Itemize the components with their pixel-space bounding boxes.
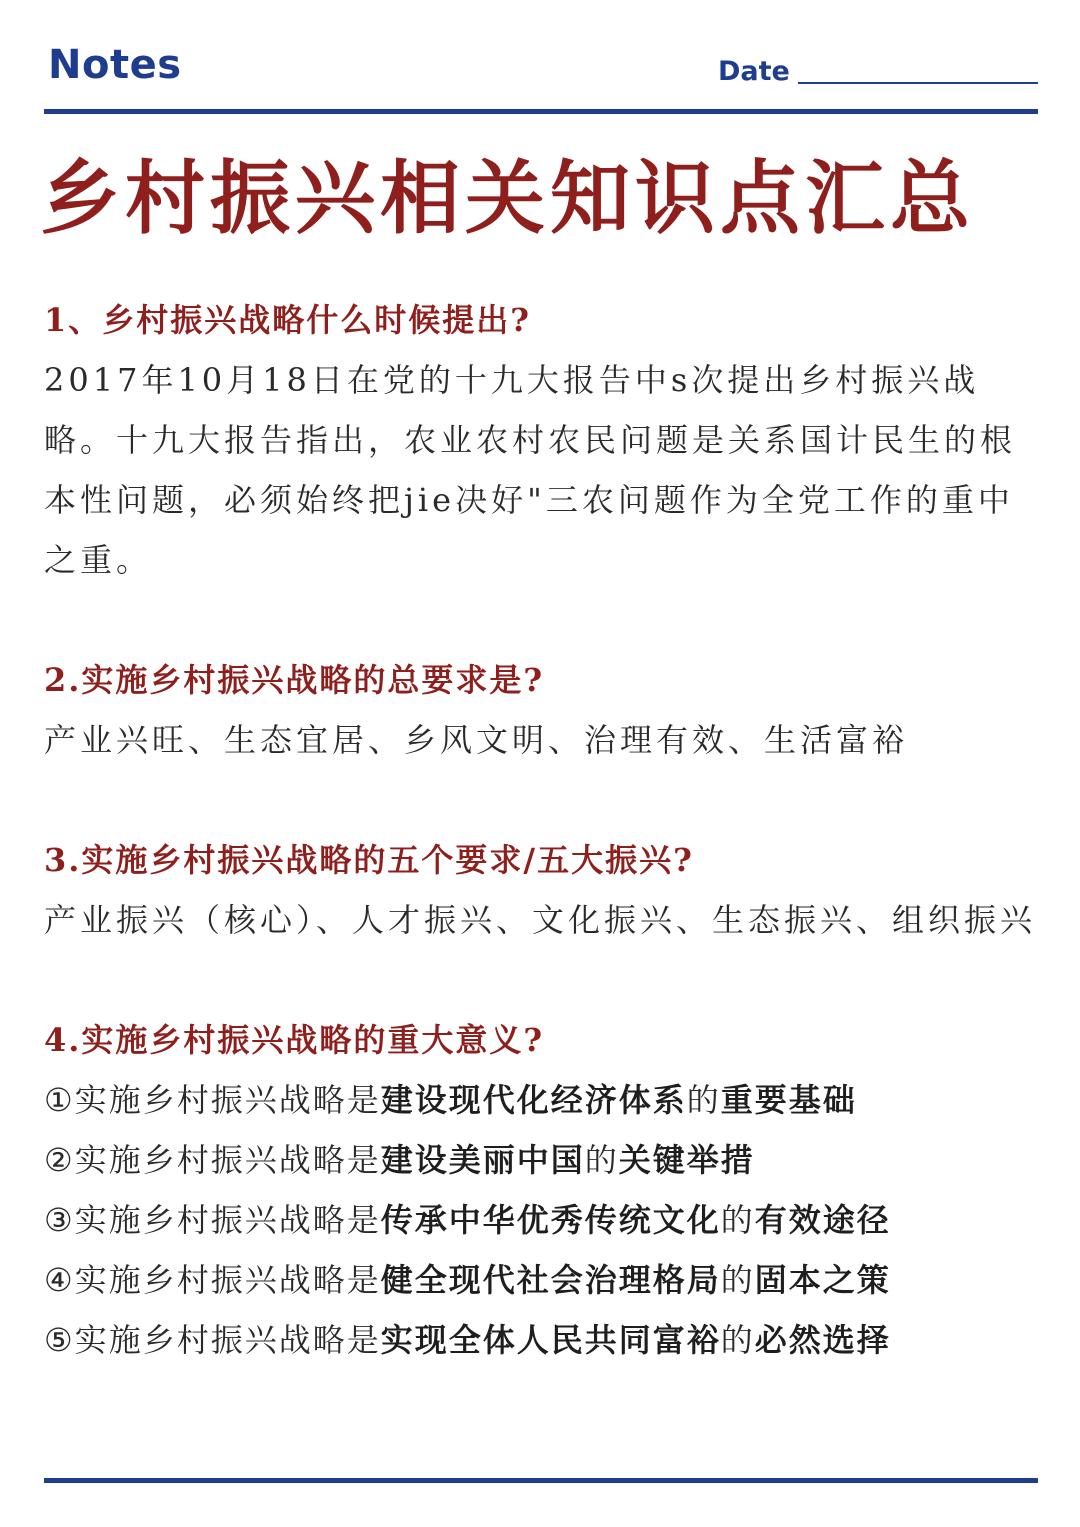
bottom-divider xyxy=(44,1478,1038,1483)
list-item xyxy=(44,1250,1044,1310)
item-number: ⑤ xyxy=(44,1321,75,1359)
item-emphasis: 健全现代社会治理格局 xyxy=(380,1261,721,1299)
item-emphasis: 建设现代化经济体系 xyxy=(380,1081,687,1119)
item-tail: 重要基础 xyxy=(720,1081,857,1119)
item-prefix: 实施乡村振兴战略是 xyxy=(74,1261,381,1299)
section-question: 2.实施乡村振兴战略的总要求是? xyxy=(44,661,545,699)
list-item xyxy=(44,1310,1044,1370)
item-mid: 的 xyxy=(720,1201,755,1239)
section-question: 3.实施乡村振兴战略的五个要求/五大振兴? xyxy=(44,841,694,879)
list-item xyxy=(44,1130,1044,1190)
item-emphasis: 建设美丽中国 xyxy=(380,1141,585,1179)
section-answer: 2017年10月18日在党的十九大报告中s次提出乡村振兴战略。十九大报告指出，农业农村农民问题是关系国计民生的根本性问题，必须始终把jie决好"三农问题作为全党工作的重中之重。 xyxy=(44,361,1017,579)
top-divider xyxy=(44,109,1038,114)
item-tail: 有效途径 xyxy=(754,1201,891,1239)
item-prefix: 实施乡村振兴战略是 xyxy=(74,1141,381,1179)
notes-content xyxy=(44,290,1044,1370)
item-number: ④ xyxy=(44,1261,75,1299)
item-mid: 的 xyxy=(720,1261,755,1299)
item-number: ③ xyxy=(44,1201,75,1239)
section-1 xyxy=(44,290,1044,590)
section-question: 1、乡村振兴战略什么时候提出? xyxy=(44,301,532,339)
item-number: ② xyxy=(44,1141,75,1179)
page-title: 乡村振兴相关知识点汇总 xyxy=(40,151,975,245)
item-tail: 必然选择 xyxy=(754,1321,891,1359)
meaning-list xyxy=(44,1070,1044,1370)
date-label: Date xyxy=(718,56,790,87)
notes-label: Notes xyxy=(48,42,182,88)
section-answer: 产业振兴（核心）、人才振兴、文化振兴、生态振兴、组织振兴 xyxy=(44,901,1037,939)
date-underline xyxy=(798,82,1038,84)
item-emphasis: 实现全体人民共同富裕 xyxy=(380,1321,721,1359)
list-item xyxy=(44,1190,1044,1250)
item-tail: 固本之策 xyxy=(754,1261,891,1299)
item-tail: 关键举措 xyxy=(618,1141,755,1179)
item-prefix: 实施乡村振兴战略是 xyxy=(74,1081,381,1119)
item-prefix: 实施乡村振兴战略是 xyxy=(74,1201,381,1239)
section-4 xyxy=(44,1010,1044,1370)
item-mid: 的 xyxy=(584,1141,619,1179)
section-2 xyxy=(44,650,1044,770)
item-mid: 的 xyxy=(720,1321,755,1359)
page-header xyxy=(44,40,1038,116)
section-answer: 产业兴旺、生态宜居、乡风文明、治理有效、生活富裕 xyxy=(44,721,909,759)
item-emphasis: 传承中华优秀传统文化 xyxy=(380,1201,721,1239)
list-item xyxy=(44,1070,1044,1130)
section-3 xyxy=(44,830,1044,950)
item-prefix: 实施乡村振兴战略是 xyxy=(74,1321,381,1359)
item-mid: 的 xyxy=(686,1081,721,1119)
section-question: 4.实施乡村振兴战略的重大意义? xyxy=(44,1021,545,1059)
item-number: ① xyxy=(44,1081,75,1119)
